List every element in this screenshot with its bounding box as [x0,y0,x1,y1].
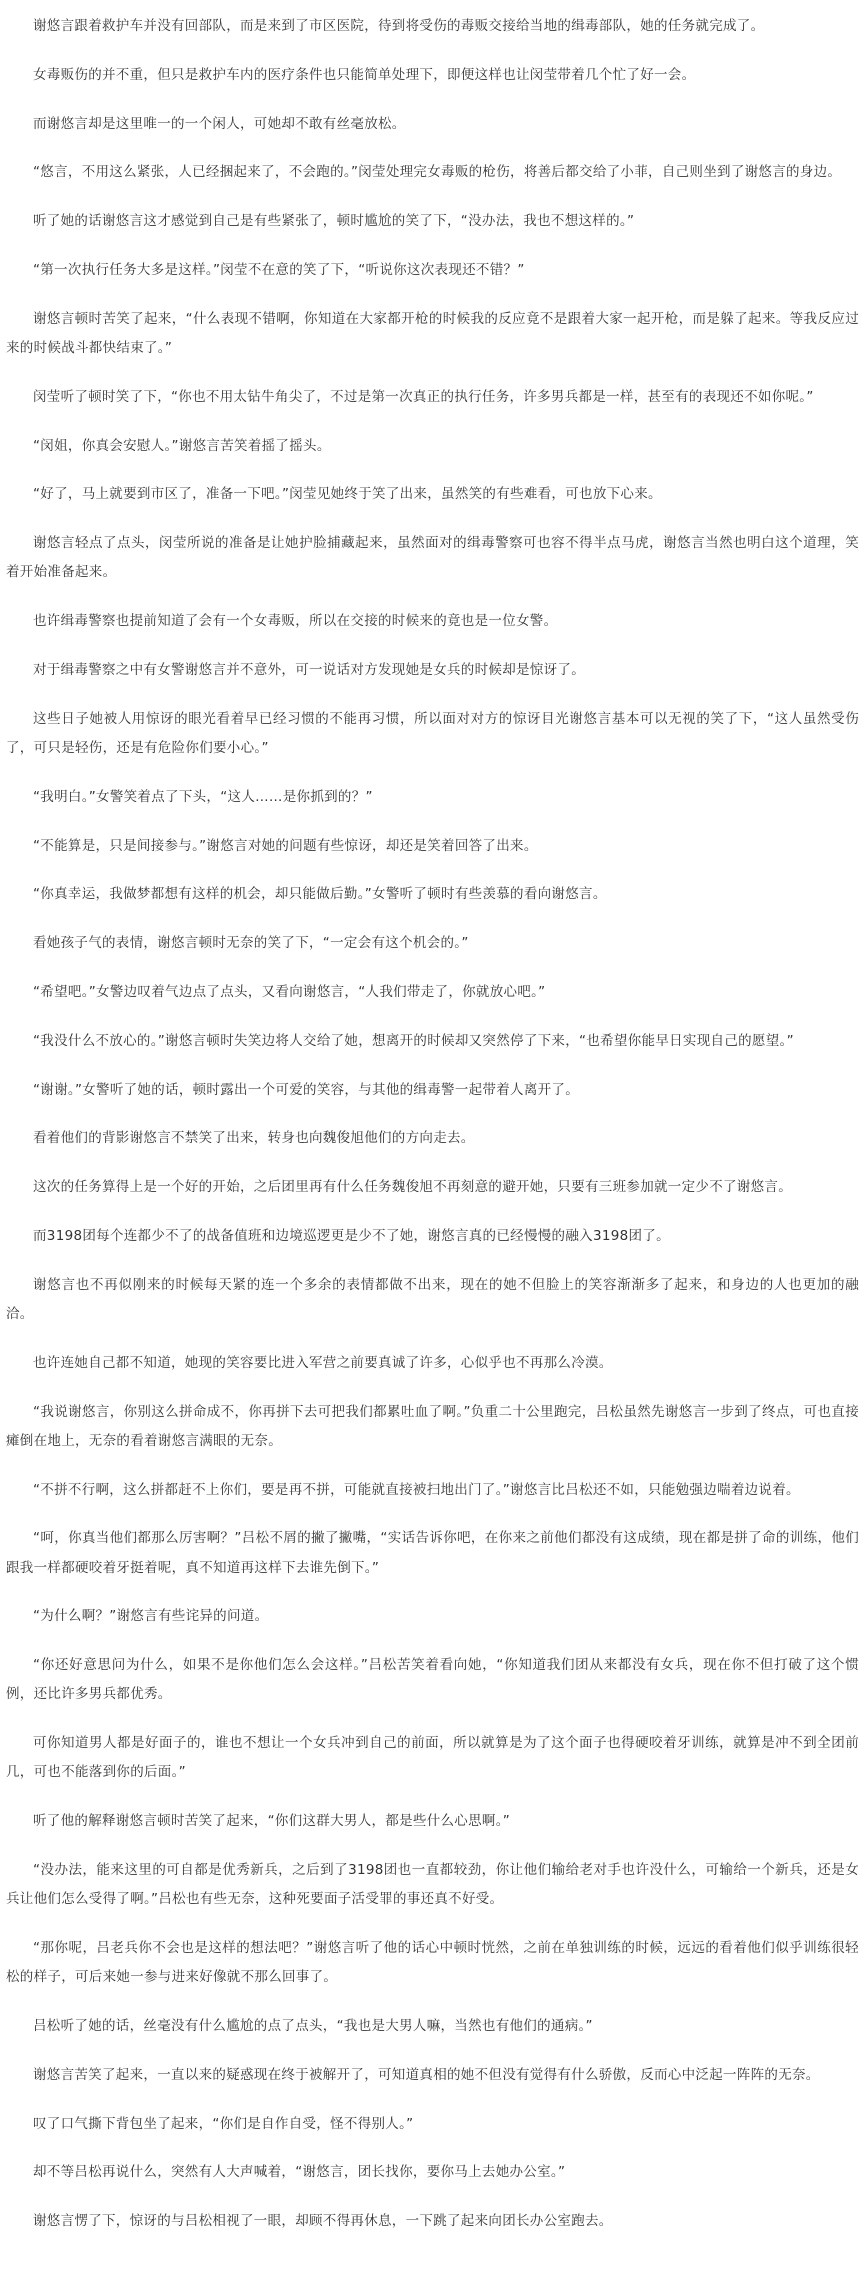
paragraph: “悠言，不用这么紧张，人已经捆起来了，不会跑的。”闵莹处理完女毒贩的枪伤，将善后都交给了小菲，自己则坐到了谢悠言的身边。 [33,164,842,181]
paragraph: 谢悠言苦笑了起来，一直以来的疑惑现在终于被解开了，可知道真相的她不但没有觉得有什么骄傲，反而心中泛起一阵阵的无奈。 [33,2066,820,2083]
paragraph: “那你呢，吕老兵你不会也是这样的想法吧？”谢悠言听了他的话心中顿时恍然，之前在单独训练的时候，远远的看着他们似乎训练很轻松的样子，可后来她一参与进来好像就不那么回事了。 [6,1939,859,1986]
paragraph: 可你知道男人都是好面子的，谁也不想让一个女兵冲到自己的前面，所以就算是为了这个面子也得硬咬着牙训练，就算是冲不到全团前几，可也不能落到你的后面。” [6,1735,859,1781]
paragraph: “第一次执行任务大多是这样。”闵莹不在意的笑了下，“听说你这次表现还不错？” [33,261,525,278]
paragraph: “你真幸运，我做梦都想有这样的机会，却只能做后勤。”女警听了顿时有些羡慕的看向谢悠言。 [33,886,607,903]
paragraph: 这些日子她被人用惊讶的眼光看着早已经习惯的不能再习惯，所以面对对方的惊讶目光谢悠言基本可以无视的笑了下，“这人虽然受伤了，可只是轻伤，还是有危险你们要小心。” [6,710,859,756]
paragraph: 谢悠言跟着救护车并没有回部队，而是来到了市区医院，待到将受伤的毒贩交接给当地的缉毒部队，她的任务就完成了。 [33,18,765,34]
paragraph: “好了，马上就要到市区了，准备一下吧。”闵莹见她终于笑了出来，虽然笑的有些难看，可也放下心来。 [33,486,662,503]
paragraph: 听了她的话谢悠言这才感觉到自己是有些紧张了，顿时尴尬的笑了下，“没办法，我也不想这样的。” [33,213,635,230]
paragraph: “谢谢。”女警听了她的话，顿时露出一个可爱的笑容，与其他的缉毒警一起带着人离开了。 [33,1081,580,1098]
paragraph: “不能算是，只是间接参与。”谢悠言对她的问题有些惊讶，却还是笑着回答了出来。 [33,837,538,854]
paragraph: “不拼不行啊，这么拼都赶不上你们，要是再不拼，可能就直接被扫地出门了。”谢悠言比吕松还不如，只能勉强边喘着边说着。 [33,1481,800,1498]
paragraph: “闵姐，你真会安慰人。”谢悠言苦笑着摇了摇头。 [33,437,331,454]
paragraph: 看她孩子气的表情，谢悠言顿时无奈的笑了下，“一定会有这个机会的。” [33,935,469,952]
paragraph: “你还好意思问为什么，如果不是你他们怎么会这样。”吕松苦笑着看向她，“你知道我们团从来都没有女兵，现在你不但打破了这个惯例，还比许多男兵都优秀。 [6,1657,859,1703]
paragraph: 也许连她自己都不知道，她现的笑容要比进入军营之前要真诚了许多，心似乎也不再那么冷漠。 [33,1354,613,1371]
paragraph: 看着他们的背影谢悠言不禁笑了出来，转身也向魏俊旭他们的方向走去。 [33,1130,475,1147]
paragraph: 谢悠言也不再似刚来的时候每天紧的连一个多余的表情都做不出来，现在的她不但脸上的笑容渐渐多了起来，和身边的人也更加的融洽。 [6,1276,859,1322]
paragraph: 闵莹听了顿时笑了下，“你也不用太钻牛角尖了，不过是第一次真正的执行任务，许多男兵都是一样，甚至有的表现还不如你呢。” [33,388,814,405]
paragraph: 而谢悠言却是这里唯一的一个闲人，可她却不敢有丝毫放松。 [33,115,406,132]
paragraph: 对于缉毒警察之中有女警谢悠言并不意外，可一说话对方发现她是女兵的时候却是惊讶了。 [33,661,585,678]
paragraph: 而3198团每个连都少不了的战备值班和边境巡逻更是少不了她，谢悠言真的已经慢慢的融入3198团了。 [33,1227,670,1244]
paragraph: 谢悠言轻点了点头，闵莹所说的准备是让她护脸捕藏起来，虽然面对的缉毒警察可也容不得半点马虎，谢悠言当然也明白这个道理，笑着开始准备起来。 [6,535,859,581]
paragraph: “我说谢悠言，你别这么拼命成不，你再拼下去可把我们都累吐血了啊。”负重二十公里跑完，吕松虽然先谢悠言一步到了终点，可也直接瘫倒在地上，无奈的看着谢悠言满眼的无奈。 [6,1403,859,1449]
paragraph: 谢悠言顿时苦笑了起来，“什么表现不错啊，你知道在大家都开枪的时候我的反应竟不是跟着大家一起开枪，而是躲了起来。等我反应过来的时候战斗都快结束了。” [6,310,859,356]
paragraph: “呵，你真当他们都那么厉害啊？”吕松不屑的撇了撇嘴，“实话告诉你吧，在你来之前他们都没有这成绩，现在都是拼了命的训练，他们跟我一样都硬咬着牙挺着呢，真不知道再这样下去谁先倒下。” [6,1530,859,1576]
paragraph: “我没什么不放心的。”谢悠言顿时失笑边将人交给了她，想离开的时候却又突然停了下来，“也希望你能早日实现自己的愿望。” [33,1032,794,1049]
paragraph: 却不等吕松再说什么，突然有人大声喊着，“谢悠言，团长找你，要你马上去她办公室。” [33,2164,566,2181]
paragraph: “我明白。”女警笑着点了下头，“这人……是你抓到的？” [33,788,373,805]
paragraph: 这次的任务算得上是一个好的开始，之后团里再有什么任务魏俊旭不再刻意的避开她，只要有三班参加就一定少不了谢悠言。 [33,1179,792,1196]
paragraph: 听了他的解释谢悠言顿时苦笑了起来，“你们这群大男人，都是些什么心思啊。” [33,1813,511,1830]
paragraph: 吕松听了她的话，丝毫没有什么尴尬的点了点头，“我也是大男人嘛，当然也有他们的通病。” [33,2017,593,2034]
paragraph: 也许缉毒警察也提前知道了会有一个女毒贩，所以在交接的时候来的竟也是一位女警。 [33,613,558,630]
paragraph: “为什么啊？”谢悠言有些诧异的问道。 [33,1608,269,1625]
paragraph: “希望吧。”女警边叹着气边点了点头，又看向谢悠言，“人我们带走了，你就放心吧。” [33,983,546,1000]
paragraph: 女毒贩伤的并不重，但只是救护车内的医疗条件也只能简单处理下，即便这样也让闵莹带着几个忙了好一会。 [33,66,696,83]
paragraph: 叹了口气撕下背包坐了起来，“你们是自作自受，怪不得别人。” [33,2115,414,2132]
paragraph: “没办法，能来这里的可自都是优秀新兵，之后到了3198团也一直都较劲，你让他们输给老对手也许没什么，可输给一个新兵，还是女兵让他们怎么受得了啊。”吕松也有些无奈，这种死要面子活受罪的事还真不好受。 [6,1861,859,1908]
paragraph: 谢悠言愣了下，惊讶的与吕松相视了一眼，却顾不得再休息，一下跳了起来向团长办公室跑去。 [33,2213,613,2230]
